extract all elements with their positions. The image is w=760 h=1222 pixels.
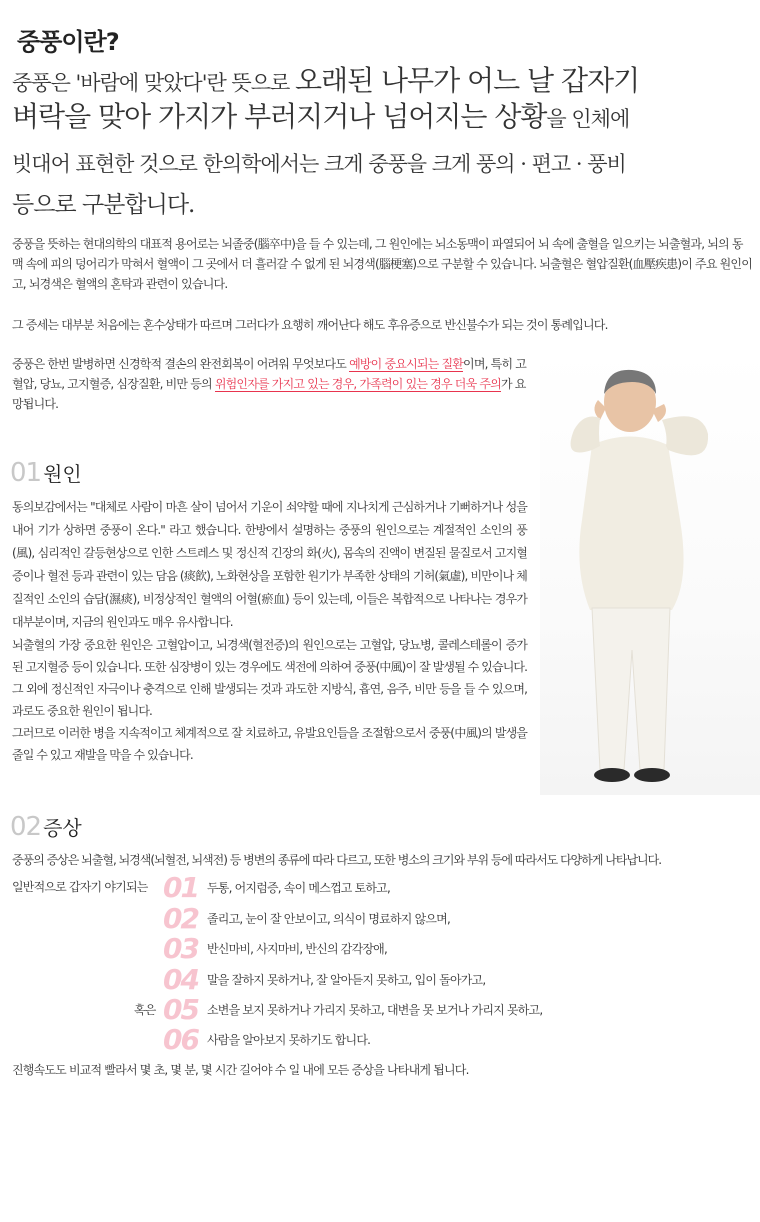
page-title: 중풍이란? <box>17 28 119 56</box>
symptom-number: 03 <box>163 931 198 965</box>
cause-p3-text: 그러므로 이러한 병을 지속적이고 체계적으로 잘 치료하고, 유발요인들을 조절함으로서 중풍(中風)의 발생을 줄일 수 있고 재발을 막을 수 있습니다. <box>12 726 527 762</box>
intro-paragraph-1: 중풍을 뜻하는 현대의학의 대표적 용어로는 뇌졸중(腦卒中)을 들 수 있는데, 그 원인에는 뇌소동맥이 파열되어 뇌 속에 출혈을 일으키는 뇌출혈과, 뇌의 동맥 속에 피의 덩어리가 막혀서 혈액이 그 곳에서 더 흘러갈 수 없게 된 뇌경색(腦梗塞)으로 구분할 수 있습니다. 뇌출혈은 혈압질환(血壓疾患)이 주요 원인이고, 뇌경색은 혈액의 혼탁과 관련이 있습니다. <box>12 237 753 291</box>
symptom-number: 05 <box>163 992 198 1026</box>
lead-text <box>12 64 752 224</box>
lead-line4: 등으로 구분합니다. <box>12 192 195 218</box>
section-title: 원인 <box>43 462 82 486</box>
lead-line2-b: 을 인체에 <box>546 107 630 131</box>
symptom-item <box>163 872 390 902</box>
symptom-item <box>163 994 542 1024</box>
highlight-risk-factors: 위험인자를 가지고 있는 경우, 가족력이 있는 경우 더욱 주의 <box>214 377 501 391</box>
symptom-text: 사람을 알아보지 못하기도 합니다. <box>207 1032 371 1047</box>
section-number: 01 <box>10 458 42 488</box>
lead-line3: 빗대어 표현한 것으로 한의학에서는 크게 중풍을 크게 풍의 · 편고 · 풍비 <box>12 152 626 176</box>
symptom-item <box>163 964 485 994</box>
symptom-text: 반신마비, 사지마비, 반신의 감각장애, <box>207 941 387 956</box>
symptom-item <box>163 903 450 933</box>
section-cause-heading <box>10 458 82 488</box>
lead-line2-a: 벼락을 맞아 가지가 부러지거나 넘어지는 상황 <box>12 100 547 133</box>
man-holding-neck-photo <box>540 350 760 795</box>
lead-line1-b: 오래된 나무가 어느 날 갑자기 <box>294 64 640 97</box>
symptom-number: 06 <box>163 1022 198 1056</box>
lead-line1-a: 중풍은 '바람에 맞았다'란 뜻으로 <box>12 71 295 95</box>
symptom-intro: 일반적으로 갑자기 야기되는 <box>12 880 148 894</box>
cause-p2-text: 뇌출혈의 가장 중요한 원인은 고혈압이고, 뇌경색(혈전증)의 원인으로는 고혈압, 당뇨병, 콜레스테롤이 증가된 고지혈증 등이 있습니다. 또한 심장병이 있는 경우에도 색전에 의하여 중풍(中風)이 잘 발생될 수 있습니다. 그 외에 정신적인 자극이나 충격으로 인해 발생되는 것과 과도한 지방식, 흡연, 음주, 비만 등을 들 수 있으며, 과로도 중요한 원인이 됩니다. <box>12 638 527 718</box>
symptom-text: 소변을 보지 못하거나 가리지 못하고, 대변을 못 보거나 가리지 못하고, <box>207 1002 543 1017</box>
symptom-number: 01 <box>163 870 198 904</box>
intro-p3-c: 가 요망됩니다. <box>12 377 526 411</box>
symptom-text: 두통, 어지럼증, 속이 메스껍고 토하고, <box>207 880 390 895</box>
intro-p3-a: 중풍은 한번 발병하면 신경학적 결손의 완전회복이 어려워 무엇보다도 <box>12 357 350 371</box>
intro-p3-b: 이며, 특히 고혈압, 당뇨, 고지혈증, 심장질환, 비만 등의 <box>12 357 527 391</box>
symptom-paragraph: 중풍의 증상은 뇌출혈, 뇌경색(뇌혈전, 뇌색전) 등 병변의 종류에 따라 다르고, 또한 병소의 크기와 부위 등에 따라서도 다양하게 나타납니다. <box>12 853 662 867</box>
intro-paragraph-3 <box>12 354 527 414</box>
cause-paragraph-1: 동의보감에서는 "대체로 사람이 마흔 살이 넘어서 기운이 쇠약할 때에 지나치게 근심하거나 기뻐하거나 성을 내어 기가 상하면 중풍이 온다." 라고 했습니다. 한방에서 설명하는 중풍의 원인으로는 계절적인 소인의 풍(風), 심리적인 갈등현상으로 인한 스트레스 및 정신적 긴장의 화(火), 몸속의 진액이 변질된 물질로서 고지혈증이나 혈전 등과 관련이 있는 담음 (痰飮), 노화현상을 포함한 원기가 부족한 상태의 기허(氣虛), 비만이나 체질적인 소인의 습담(濕痰), 비정상적인 혈액의 어혈(瘀血) 등이 있는데, 이들은 복합적으로 나타나는 경우가 대부분이며, 지금의 원인과도 매우 유사합니다. <box>12 500 527 629</box>
symptom-text: 말을 잘하지 못하거나, 잘 알아듣지 못하고, 입이 돌아가고, <box>207 972 486 987</box>
section-number: 02 <box>10 812 42 842</box>
highlight-prevention: 예방이 중요시되는 질환 <box>349 357 464 371</box>
man-illustration <box>540 350 760 795</box>
symptom-text: 졸리고, 눈이 잘 안보이고, 의식이 명료하지 않으며, <box>207 911 450 926</box>
symptom-closing: 진행속도도 비교적 빨라서 몇 초, 몇 분, 몇 시간 길어야 수 일 내에 모든 증상을 나타내게 됩니다. <box>12 1063 469 1077</box>
symptom-number: 04 <box>163 962 198 996</box>
cause-paragraph-2 <box>12 634 527 766</box>
symptom-number: 02 <box>163 901 198 935</box>
symptom-item <box>163 933 387 963</box>
section-title: 증상 <box>43 816 82 840</box>
symptom-or: 혹은 <box>134 1003 156 1017</box>
symptom-item <box>163 1024 370 1054</box>
section-symptom-heading <box>10 812 82 842</box>
intro-paragraph-2: 그 증세는 대부분 처음에는 혼수상태가 따르며 그러다가 요행히 깨어난다 해도 후유증으로 반신불수가 되는 것이 통례입니다. <box>12 318 608 332</box>
